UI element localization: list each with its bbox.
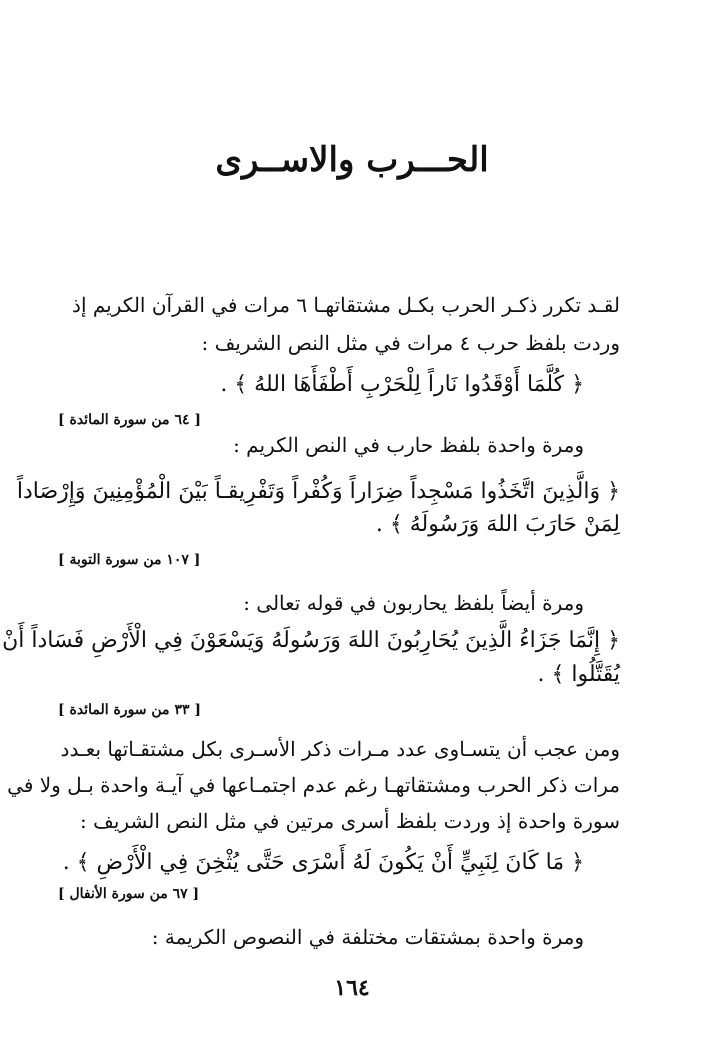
verse-reference: [ ٦٧ من سورة الأنفال ] [58,886,200,902]
chapter-title: الحـــرب والاســرى [215,140,489,180]
paragraph-line: لقـد تكرر ذكـر الحرب بكـل مشتقاتهـا ٦ مرات في القرآن الكريم إذ [72,293,620,317]
quran-verse: ﴿ كُلَّمَا أَوْقَدُوا نَاراً لِلْحَرْبِ أَطْفَأَهَا اللهُ ﴾ . [220,372,584,397]
paragraph-line: مرات ذكر الحرب ومشتقاتهـا رغم عدم اجتمـاعها في آيـة واحدة بـل ولا في [7,773,620,797]
verse-reference: [ ٣٣ من سورة المائدة ] [58,702,201,718]
quran-verse: ﴿ إِنَّمَا جَزَاءُ الَّذِينَ يُحَارِبُونَ اللهَ وَرَسُولَهُ وَيَسْعَوْنَ فِي الْأَرْضِ فَسَاداً أَنْ [2,628,620,653]
quran-verse: يُقَتَّلُوا ﴾ . [537,662,620,687]
quran-verse: ﴿ وَالَّذِينَ اتَّخَذُوا مَسْجِداً ضِرَاراً وَكُفْراً وَتَفْرِيقـاً بَيْنَ الْمُؤْمِنِينَ وَإِرْصَاداً [16,479,620,504]
paragraph-line: ومرة واحدة بمشتقات مختلفة في النصوص الكريمة : [151,925,584,949]
paragraph-line: ومرة واحدة بلفظ حارب في النص الكريم : [233,433,584,457]
paragraph-line: سورة واحدة إذ وردت بلفظ أسرى مرتين في مثل النص الشريف : [80,809,620,833]
paragraph-line: وردت بلفظ حرب ٤ مرات في مثل النص الشريف : [201,331,620,355]
quran-verse: لِمَنْ حَارَبَ اللهَ وَرَسُولَهُ ﴾ . [375,512,620,537]
verse-reference: [ ٦٤ من سورة المائدة ] [58,412,201,428]
paragraph-line: ومن عجب أن يتسـاوى عدد مـرات ذكر الأسـرى بكل مشتقـاتها بعـدد [60,737,620,761]
paragraph-line: ومرة أيضاً بلفظ يحاربون في قوله تعالى : [243,591,584,615]
verse-reference: [ ١٠٧ من سورة التوبة ] [58,552,201,568]
page-number: ١٦٤ [334,975,370,1001]
quran-verse: ﴿ مَا كَانَ لِنَبِيٍّ أَنْ يَكُونَ لَهُ أَسْرَى حَتَّى يُثْخِنَ فِي الْأَرْضِ ﴾ . [62,850,584,875]
